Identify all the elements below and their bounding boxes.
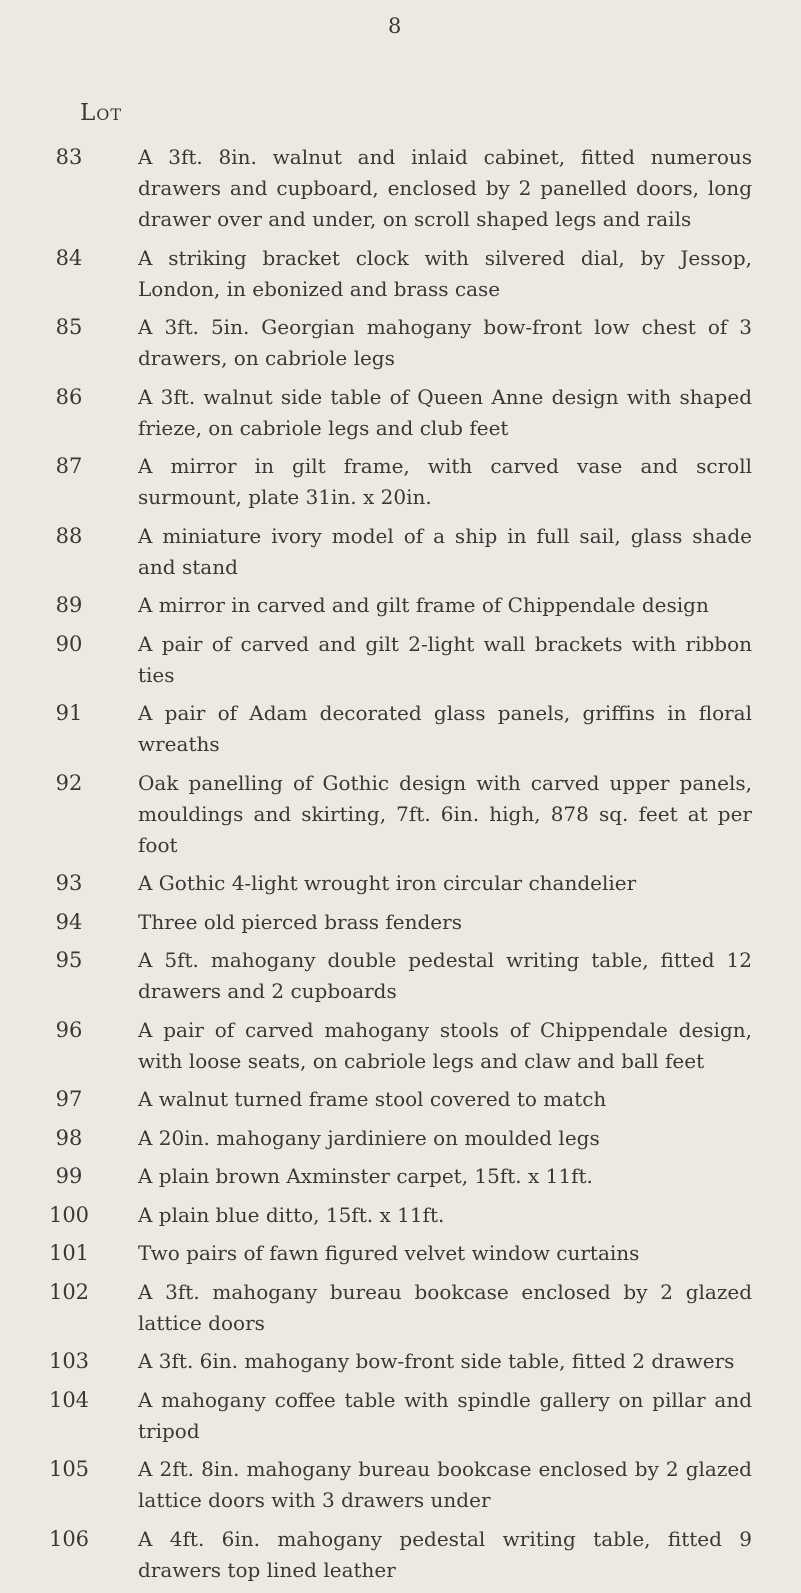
lot-number: 102 <box>48 1279 90 1304</box>
lot-number: 100 <box>48 1202 90 1227</box>
lot-description: A 3ft. walnut side table of Queen Anne design with shaped frieze, on cabriole legs and club feet <box>138 384 752 440</box>
lot-list <box>0 142 801 1593</box>
lot-entry <box>0 945 801 1007</box>
lot-number: 87 <box>55 454 83 478</box>
lot-entry <box>0 142 801 235</box>
lot-entry <box>0 312 801 374</box>
lot-entry <box>0 1385 801 1447</box>
lot-number: 95 <box>55 948 83 972</box>
lot-description: A mirror in gilt frame, with carved vase and scroll surmount, plate 31in. x 20in. <box>138 454 752 509</box>
lot-description: A pair of Adam decorated glass panels, griffins in floral wreaths <box>138 701 752 756</box>
lot-entry <box>0 768 801 861</box>
lot-description: A walnut turned frame stool covered to match <box>138 1087 607 1111</box>
lot-number: 92 <box>55 770 83 795</box>
lot-entry <box>0 1524 801 1586</box>
lot-number: 84 <box>55 245 83 270</box>
lot-description: A 5ft. mahogany double pedestal writing table, fitted 12 drawers and 2 cupboards <box>138 948 752 1003</box>
lot-entry <box>0 1454 801 1516</box>
lot-number: 86 <box>55 384 83 409</box>
lot-entry <box>0 1346 801 1377</box>
lot-entry <box>0 1084 801 1115</box>
lot-entry <box>0 1123 801 1154</box>
lot-number: 98 <box>55 1125 83 1150</box>
lot-number: 104 <box>48 1387 90 1412</box>
lot-description: Oak panelling of Gothic design with carved upper panels, mouldings and skirting, 7ft. 6in. high, 878 sq. feet at per foot <box>138 770 752 857</box>
lot-entry <box>0 243 801 305</box>
lot-description: A 3ft. 5in. Georgian mahogany bow-front low chest of 3 drawers, on cabriole legs <box>138 315 752 370</box>
lot-number: 88 <box>55 523 83 548</box>
lot-entry <box>0 1200 801 1231</box>
lot-description: A miniature ivory model of a ship in full sail, glass shade and stand <box>138 523 752 579</box>
lot-number: 105 <box>48 1457 90 1481</box>
lot-entry <box>0 907 801 938</box>
lot-description: A plain blue ditto, 15ft. x 11ft. <box>138 1202 445 1227</box>
lot-entry <box>0 521 801 583</box>
lot-description: A Gothic 4-light wrought iron circular chandelier <box>138 871 637 895</box>
lot-entry <box>0 1015 801 1077</box>
lot-number: 89 <box>55 593 83 617</box>
lot-description: A 20in. mahogany jardiniere on moulded legs <box>138 1125 600 1150</box>
lot-entry <box>0 629 801 691</box>
lot-number: 106 <box>48 1526 90 1551</box>
lot-number: 83 <box>55 145 83 169</box>
lot-description: Two pairs of fawn figured velvet window curtains <box>138 1241 640 1265</box>
lot-number: 94 <box>55 909 83 934</box>
lot-description: A mahogany coffee table with spindle gallery on pillar and tripod <box>138 1387 752 1443</box>
lot-number: 93 <box>55 871 83 895</box>
lot-entry <box>0 1277 801 1339</box>
lot-description: A plain brown Axminster carpet, 15ft. x 11ft. <box>138 1164 593 1188</box>
lot-number: 91 <box>55 701 83 725</box>
lot-column-header: Lot <box>80 100 123 126</box>
lot-entry <box>0 868 801 899</box>
page-number: 8 <box>388 14 402 38</box>
lot-number: 103 <box>48 1349 90 1373</box>
lot-entry <box>0 590 801 621</box>
lot-number: 85 <box>55 315 83 339</box>
lot-number: 97 <box>55 1087 83 1111</box>
lot-description: Three old pierced brass fenders <box>138 909 462 934</box>
lot-entry <box>0 1238 801 1269</box>
lot-number: 90 <box>55 631 83 656</box>
lot-number: 101 <box>48 1241 90 1265</box>
lot-entry <box>0 698 801 760</box>
lot-description: A 4ft. 6in. mahogany pedestal writing table, fitted 9 drawers top lined leather <box>138 1526 752 1582</box>
lot-description: A mirror in carved and gilt frame of Chippendale design <box>138 593 709 617</box>
lot-number: 96 <box>55 1017 83 1042</box>
lot-description: A 3ft. 6in. mahogany bow-front side table, fitted 2 drawers <box>138 1349 735 1373</box>
lot-entry <box>0 382 801 444</box>
lot-description: A striking bracket clock with silvered dial, by Jessop, London, in ebonized and brass case <box>138 245 752 301</box>
lot-number: 99 <box>55 1164 83 1188</box>
lot-entry <box>0 1161 801 1192</box>
lot-entry <box>0 451 801 513</box>
lot-description: A 3ft. mahogany bureau bookcase enclosed by 2 glazed lattice doors <box>138 1279 752 1335</box>
lot-description: A 3ft. 8in. walnut and inlaid cabinet, fitted numerous drawers and cupboard, enclosed by 2 panelled doors, long drawer over and under, on scroll shaped legs and rails <box>138 145 752 231</box>
lot-description: A pair of carved mahogany stools of Chippendale design, with loose seats, on cabriole legs and claw and ball feet <box>138 1017 752 1073</box>
lot-description: A 2ft. 8in. mahogany bureau bookcase enclosed by 2 glazed lattice doors with 3 drawers under <box>138 1457 752 1512</box>
lot-description: A pair of carved and gilt 2-light wall brackets with ribbon ties <box>138 631 752 687</box>
